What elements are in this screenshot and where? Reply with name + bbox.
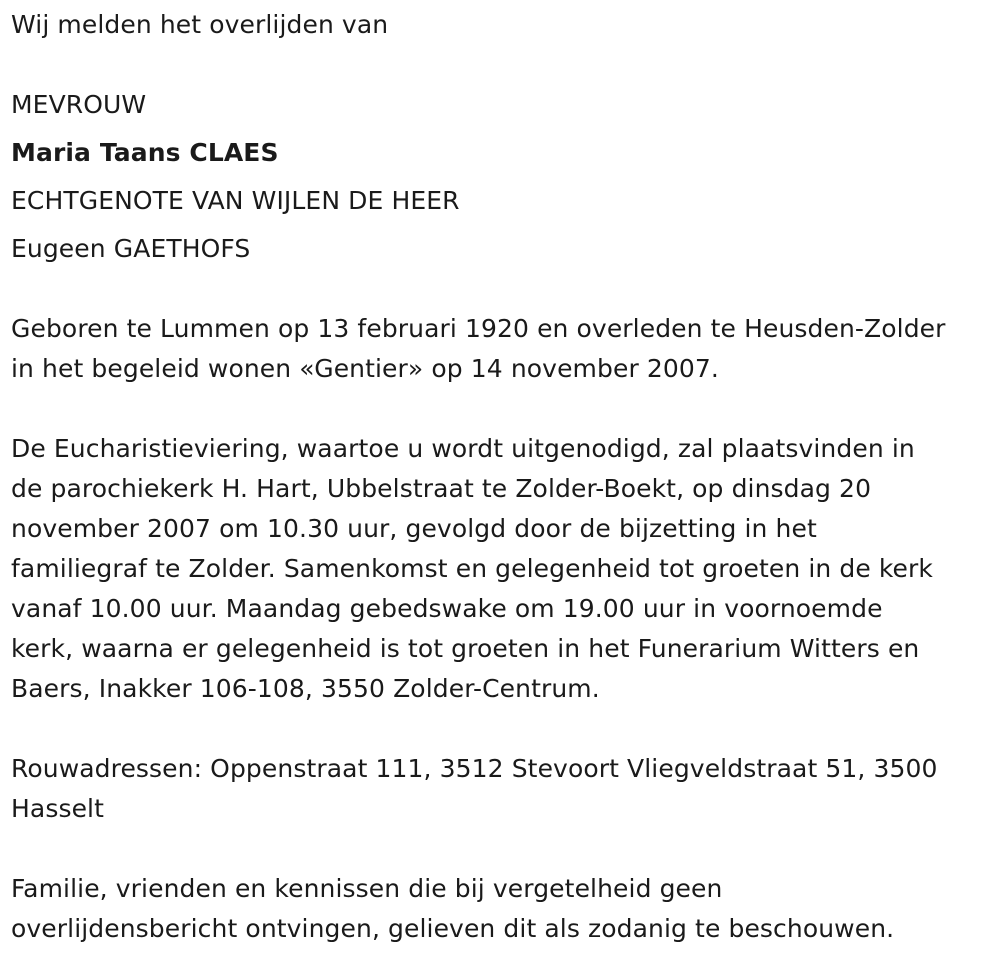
ceremony-line: Baers, Inakker 106-108, 3550 Zolder-Centrum. <box>11 674 600 703</box>
honorific: MEVROUW <box>11 90 147 119</box>
closing-line: Familie, vrienden en kennissen die bij vergetelheid geen <box>11 874 723 903</box>
ceremony-line: De Eucharistieviering, waartoe u wordt uitgenodigd, zal plaatsvinden in <box>11 434 915 463</box>
deceased-name: Maria Taans CLAES <box>11 138 279 167</box>
ceremony-line: de parochiekerk H. Hart, Ubbelstraat te Zolder-Boekt, op dinsdag 20 <box>11 474 872 503</box>
closing-line: overlijdensbericht ontvingen, gelieven dit als zodanig te beschouwen. <box>11 914 895 943</box>
birth-death-line: Geboren te Lummen op 13 februari 1920 en overleden te Heusden-Zolder <box>11 314 946 343</box>
ceremony-line: vanaf 10.00 uur. Maandag gebedswake om 19.00 uur in voornoemde <box>11 594 883 623</box>
intro-line: Wij melden het overlijden van <box>11 10 389 39</box>
addresses-line: Hasselt <box>11 794 104 823</box>
ceremony-line: november 2007 om 10.30 uur, gevolgd door de bijzetting in het <box>11 514 817 543</box>
addresses-line: Rouwadressen: Oppenstraat 111, 3512 Stevoort Vliegveldstraat 51, 3500 <box>11 754 938 783</box>
birth-death-line: in het begeleid wonen «Gentier» op 14 november 2007. <box>11 354 719 383</box>
spouse-name: Eugeen GAETHOFS <box>11 234 251 263</box>
relation-line: ECHTGENOTE VAN WIJLEN DE HEER <box>11 186 460 215</box>
ceremony-line: kerk, waarna er gelegenheid is tot groeten in het Funerarium Witters en <box>11 634 920 663</box>
ceremony-line: familiegraf te Zolder. Samenkomst en gelegenheid tot groeten in de kerk <box>11 554 933 583</box>
